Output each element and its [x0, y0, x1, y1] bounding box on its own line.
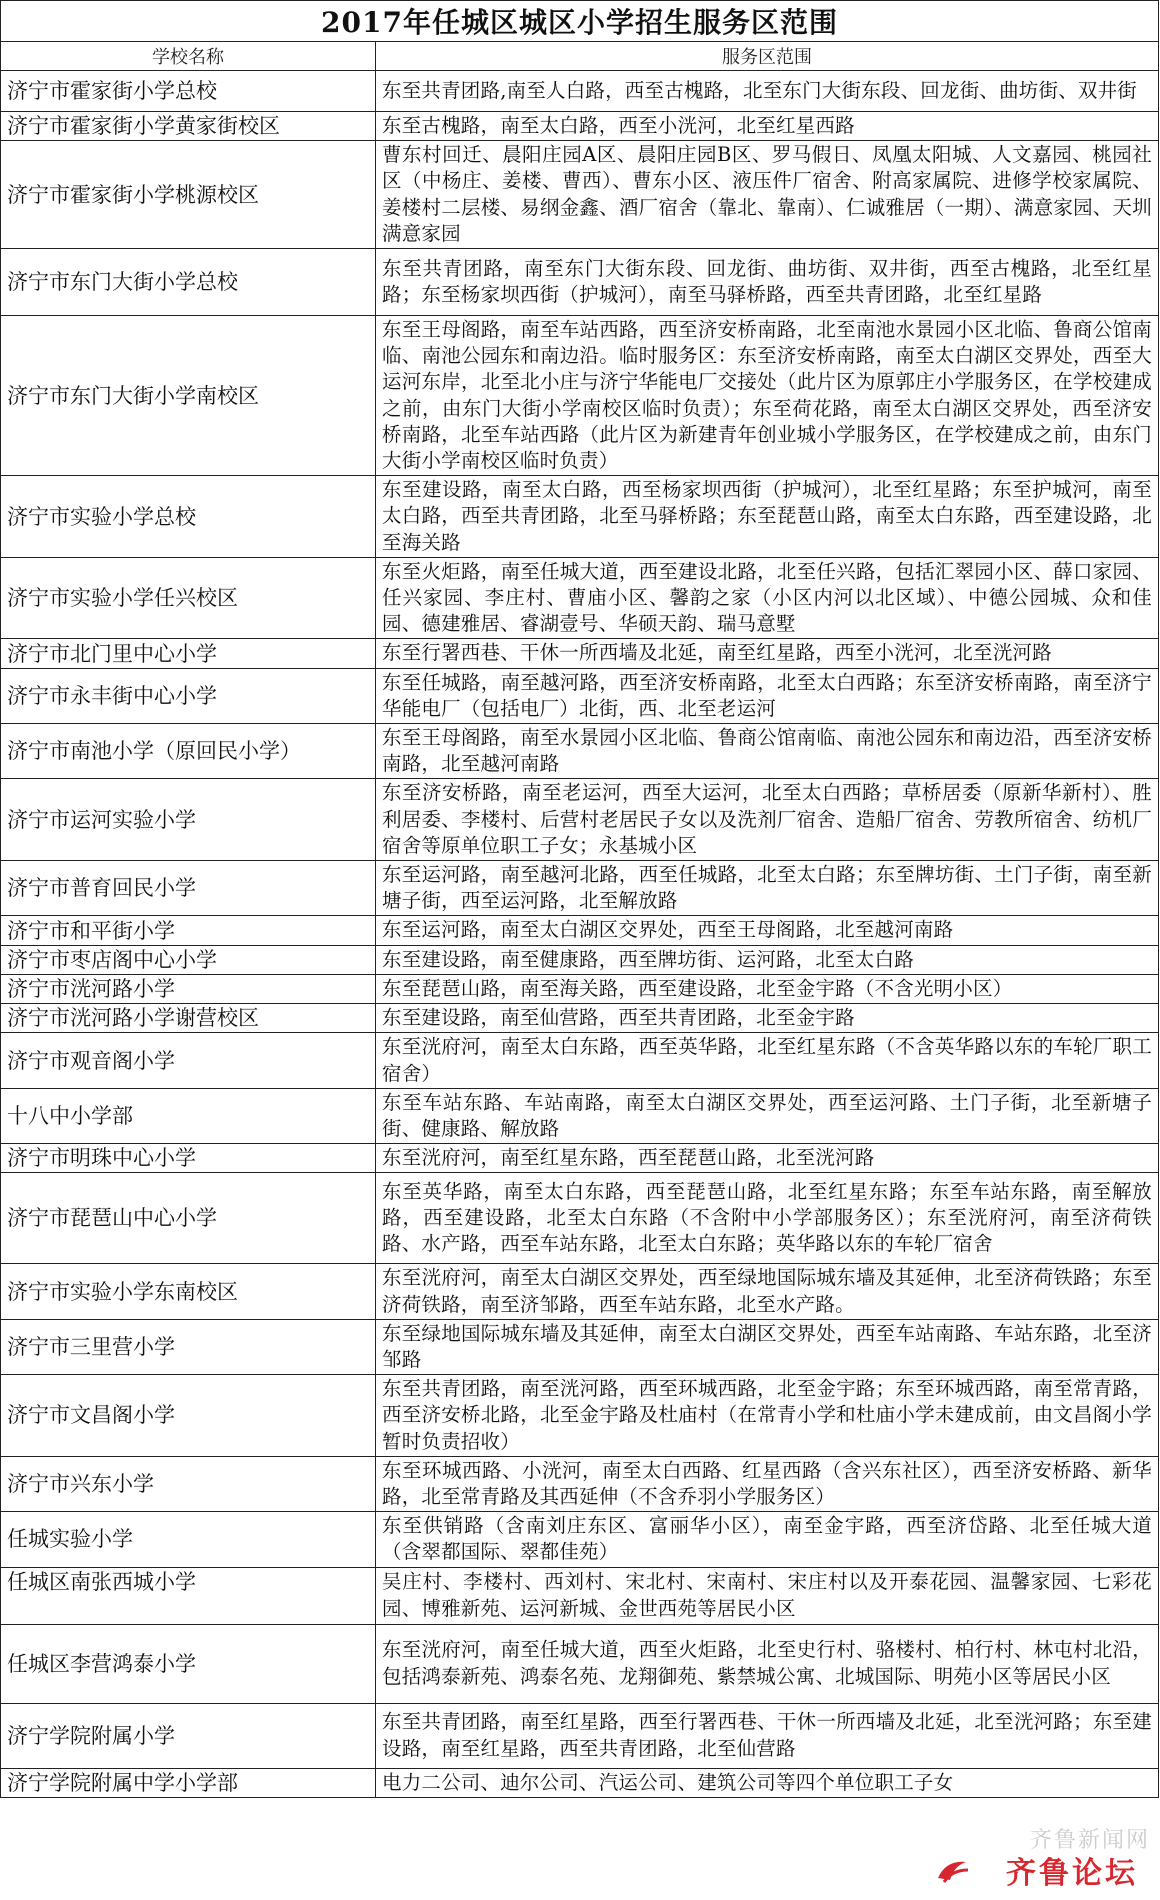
table-row — [1, 1456, 1159, 1511]
table-row — [1, 249, 1159, 316]
service-area-cell: 东至任城路，南至越河路，西至济安桥南路，北至太白西路；东至济安桥南路，南至济宁华能电厂（包括电厂）北街，西、北至老运河 — [376, 668, 1159, 723]
service-area-cell: 东至行署西巷、干休一所西墙及北延，南至红星路，西至小洸河，北至洸河路 — [376, 639, 1159, 668]
title-row — [1, 1, 1159, 42]
school-name-cell: 十八中小学部 — [1, 1088, 376, 1143]
service-area-cell: 东至共青团路，南至红星路，西至行署西巷、干休一所西墙及北延，北至洸河路；东至建设路，南至红星路，西至共青团路，北至仙营路 — [376, 1703, 1159, 1768]
service-area-cell: 电力二公司、迪尔公司、汽运公司、建筑公司等四个单位职工子女 — [376, 1768, 1159, 1797]
service-area-cell: 东至环城西路、小洸河，南至太白西路、红星西路（含兴东社区），西至济安桥路、新华路，北至常青路及其西延伸（不含乔羽小学服务区） — [376, 1456, 1159, 1511]
school-name-cell: 任城区南张西城小学 — [1, 1567, 376, 1624]
service-area-cell: 东至洸府河，南至任城大道，西至火炬路，北至史行村、骆楼村、柏行村、林屯村北沿，包括鸿泰新苑、鸿泰名苑、龙翔御苑、紫禁城公寓、北城国际、明苑小区等居民小区 — [376, 1624, 1159, 1703]
school-name-header: 学校名称 — [1, 42, 376, 71]
table-row — [1, 1703, 1159, 1768]
table-row — [1, 861, 1159, 916]
service-area-cell: 东至共青团路，南至洸河路，西至环城西路，北至金宇路；东至环城西路，南至常青路，西至济安桥北路，北至金宇路及杜庙村（在常青小学和杜庙小学未建成前，由文昌阁小学暂时负责招收） — [376, 1375, 1159, 1457]
service-area-cell: 东至共青团路，南至东门大街东段、回龙街、曲坊街、双井街，西至古槐路，北至红星路；东至杨家坝西街（护城河），南至马驿桥路，西至共青团路，北至红星路 — [376, 249, 1159, 316]
service-area-header: 服务区范围 — [376, 42, 1159, 71]
table-row — [1, 1319, 1159, 1374]
service-area-cell: 东至洸府河，南至太白东路，西至英华路，北至红星东路（不含英华路以东的车轮厂职工宿舍） — [376, 1033, 1159, 1088]
service-area-cell: 东至运河路，南至太白湖区交界处，西至王母阁路，北至越河南路 — [376, 916, 1159, 945]
service-area-cell: 东至王母阁路，南至水景园小区北临、鲁商公馆南临、南池公园东和南边沿，西至济安桥南路，北至越河南路 — [376, 724, 1159, 779]
table-body — [1, 71, 1159, 1798]
table-row — [1, 557, 1159, 639]
table-row — [1, 1088, 1159, 1143]
school-name-cell: 济宁市实验小学任兴校区 — [1, 557, 376, 639]
school-name-cell: 济宁市霍家街小学桃源校区 — [1, 141, 376, 249]
school-name-cell: 济宁市运河实验小学 — [1, 779, 376, 861]
table-row — [1, 71, 1159, 112]
table-row — [1, 141, 1159, 249]
school-name-cell: 济宁市东门大街小学总校 — [1, 249, 376, 316]
school-name-cell: 济宁市北门里中心小学 — [1, 639, 376, 668]
school-name-cell: 济宁市普育回民小学 — [1, 861, 376, 916]
school-name-cell: 济宁市霍家街小学黄家街校区 — [1, 112, 376, 141]
service-area-cell: 东至琵琶山路，南至海关路，西至建设路，北至金宇路（不含光明小区） — [376, 974, 1159, 1003]
school-name-cell: 济宁学院附属小学 — [1, 1703, 376, 1768]
school-name-cell: 济宁市永丰街中心小学 — [1, 668, 376, 723]
table-title: 2017年任城区城区小学招生服务区范围 — [1, 1, 1159, 42]
table-row — [1, 1375, 1159, 1457]
table-row — [1, 1624, 1159, 1703]
table-row — [1, 668, 1159, 723]
watermark-faint-text: 齐鲁新闻网 — [1029, 1828, 1150, 1853]
school-name-cell: 济宁市洸河路小学 — [1, 974, 376, 1003]
school-name-cell: 济宁学院附属中学小学部 — [1, 1768, 376, 1797]
table-row — [1, 1004, 1159, 1033]
service-area-cell: 东至运河路，南至越河北路，西至任城路，北至太白路；东至牌坊街、土门子街，南至新塘子街，西至运河路，北至解放路 — [376, 861, 1159, 916]
service-area-cell: 曹东村回迁、晨阳庄园A区、晨阳庄园B区、罗马假日、凤凰太阳城、人文嘉园、桃园社区（中杨庄、姜楼、曹西）、曹东小区、液压件厂宿舍、附高家属院、进修学校家属院、姜楼村二层楼、易纲金鑫、酒厂宿舍（靠北、靠南）、仁诚雅居（一期）、满意家园、天圳满意家园 — [376, 141, 1159, 249]
table-row — [1, 476, 1159, 558]
school-name-cell: 济宁市文昌阁小学 — [1, 1375, 376, 1457]
service-area-cell: 东至济安桥路，南至老运河，西至大运河，北至太白西路；草桥居委（原新华新村）、胜利居委、李楼村、后营村老居民子女以及洗剂厂宿舍、造船厂宿舍、劳教所宿舍、纺机厂宿舍等原单位职工子女；永基城小区 — [376, 779, 1159, 861]
table-row — [1, 779, 1159, 861]
table-row — [1, 1567, 1159, 1624]
table-row — [1, 639, 1159, 668]
service-area-cell: 吴庄村、李楼村、西刘村、宋北村、宋南村、宋庄村以及开泰花园、温馨家园、七彩花园、博雅新苑、运河新城、金世西苑等居民小区 — [376, 1567, 1159, 1624]
service-area-cell: 东至火炬路，南至任城大道，西至建设北路，北至任兴路，包括汇翠园小区、薛口家园、任兴家园、李庄村、曹庙小区、馨韵之家（小区内河以北区域）、中德公园城、众和佳园、德建雅居、睿湖壹号、华硕天韵、瑞马意墅 — [376, 557, 1159, 639]
table-row — [1, 1264, 1159, 1319]
school-name-cell: 济宁市兴东小学 — [1, 1456, 376, 1511]
service-area-cell: 东至建设路，南至仙营路，西至共青团路，北至金宇路 — [376, 1004, 1159, 1033]
school-name-cell: 济宁市和平街小学 — [1, 916, 376, 945]
school-name-cell: 任城区李营鸿泰小学 — [1, 1624, 376, 1703]
table-row — [1, 974, 1159, 1003]
site-watermark — [956, 1852, 1146, 1894]
school-name-cell: 济宁市霍家街小学总校 — [1, 71, 376, 112]
table-row — [1, 1033, 1159, 1088]
service-area-cell: 东至共青团路,南至人白路，西至古槐路，北至东门大街东段、回龙街、曲坊街、双井街 — [376, 71, 1159, 112]
school-name-cell: 济宁市观音阁小学 — [1, 1033, 376, 1088]
table-row — [1, 112, 1159, 141]
school-name-cell: 济宁市三里营小学 — [1, 1319, 376, 1374]
table-row — [1, 724, 1159, 779]
table-row — [1, 1512, 1159, 1567]
school-name-cell: 济宁市东门大街小学南校区 — [1, 316, 376, 476]
school-name-cell: 济宁市实验小学总校 — [1, 476, 376, 558]
school-name-cell: 济宁市实验小学东南校区 — [1, 1264, 376, 1319]
table-row — [1, 945, 1159, 974]
school-name-cell: 济宁市琵琶山中心小学 — [1, 1173, 376, 1264]
service-area-cell: 东至洸府河，南至红星东路，西至琵琶山路，北至洸河路 — [376, 1144, 1159, 1173]
table-row — [1, 1144, 1159, 1173]
table-row — [1, 916, 1159, 945]
table-row — [1, 1173, 1159, 1264]
service-area-cell: 东至建设路，南至太白路，西至杨家坝西街（护城河），北至红星路；东至护城河，南至太白路，西至共青团路，北至马驿桥路；东至琵琶山路，南至太白东路，西至建设路，北至海关路 — [376, 476, 1159, 558]
watermark-text: 齐鲁论坛 — [1006, 1856, 1138, 1891]
school-name-cell: 济宁市南池小学（原回民小学） — [1, 724, 376, 779]
service-area-cell: 东至王母阁路，南至车站西路，西至济安桥南路，北至南池水景园小区北临、鲁商公馆南临、南池公园东和南边沿。临时服务区：东至济安桥南路，南至太白湖区交界处，西至大运河东岸，北至北小庄与济宁华能电厂交接处（此片区为原郭庄小学服务区，在学校建成之前，由东门大街小学南校区临时负责）；东至荷花路，南至太白湖区交界处，西至济安桥南路，北至车站西路（此片区为新建青年创业城小学服务区，在学校建成之前，由东门大街小学南校区临时负责） — [376, 316, 1159, 476]
service-area-cell: 东至建设路，南至健康路，西至牌坊街、运河路，北至太白路 — [376, 945, 1159, 974]
watermark-logo-icon — [936, 1858, 970, 1884]
school-name-cell: 济宁市洸河路小学谢营校区 — [1, 1004, 376, 1033]
table-row — [1, 1768, 1159, 1797]
service-area-cell: 东至英华路，南至太白东路，西至琵琶山路，北至红星东路；东至车站东路，南至解放路，西至建设路，北至太白东路（不含附中小学部服务区）；东至洸府河，南至济荷铁路、水产路，西至车站东路，北至太白东路；英华路以东的车轮厂宿舍 — [376, 1173, 1159, 1264]
school-name-cell: 任城实验小学 — [1, 1512, 376, 1567]
service-area-cell: 东至洸府河，南至太白湖区交界处，西至绿地国际城东墙及其延伸，北至济荷铁路；东至济荷铁路，南至济邹路，西至车站东路，北至水产路。 — [376, 1264, 1159, 1319]
service-area-cell: 东至供销路（含南刘庄东区、富丽华小区），南至金宇路，西至济岱路、北至任城大道（含翠都国际、翠都佳苑） — [376, 1512, 1159, 1567]
school-name-cell: 济宁市枣店阁中心小学 — [1, 945, 376, 974]
service-area-cell: 东至绿地国际城东墙及其延伸，南至太白湖区交界处，西至车站南路、车站东路，北至济邹路 — [376, 1319, 1159, 1374]
header-row — [1, 42, 1159, 71]
table-row — [1, 316, 1159, 476]
school-name-cell: 济宁市明珠中心小学 — [1, 1144, 376, 1173]
service-area-cell: 东至车站东路、车站南路，南至太白湖区交界处，西至运河路、土门子街，北至新塘子街、健康路、解放路 — [376, 1088, 1159, 1143]
service-area-cell: 东至古槐路，南至太白路，西至小洸河，北至红星西路 — [376, 112, 1159, 141]
